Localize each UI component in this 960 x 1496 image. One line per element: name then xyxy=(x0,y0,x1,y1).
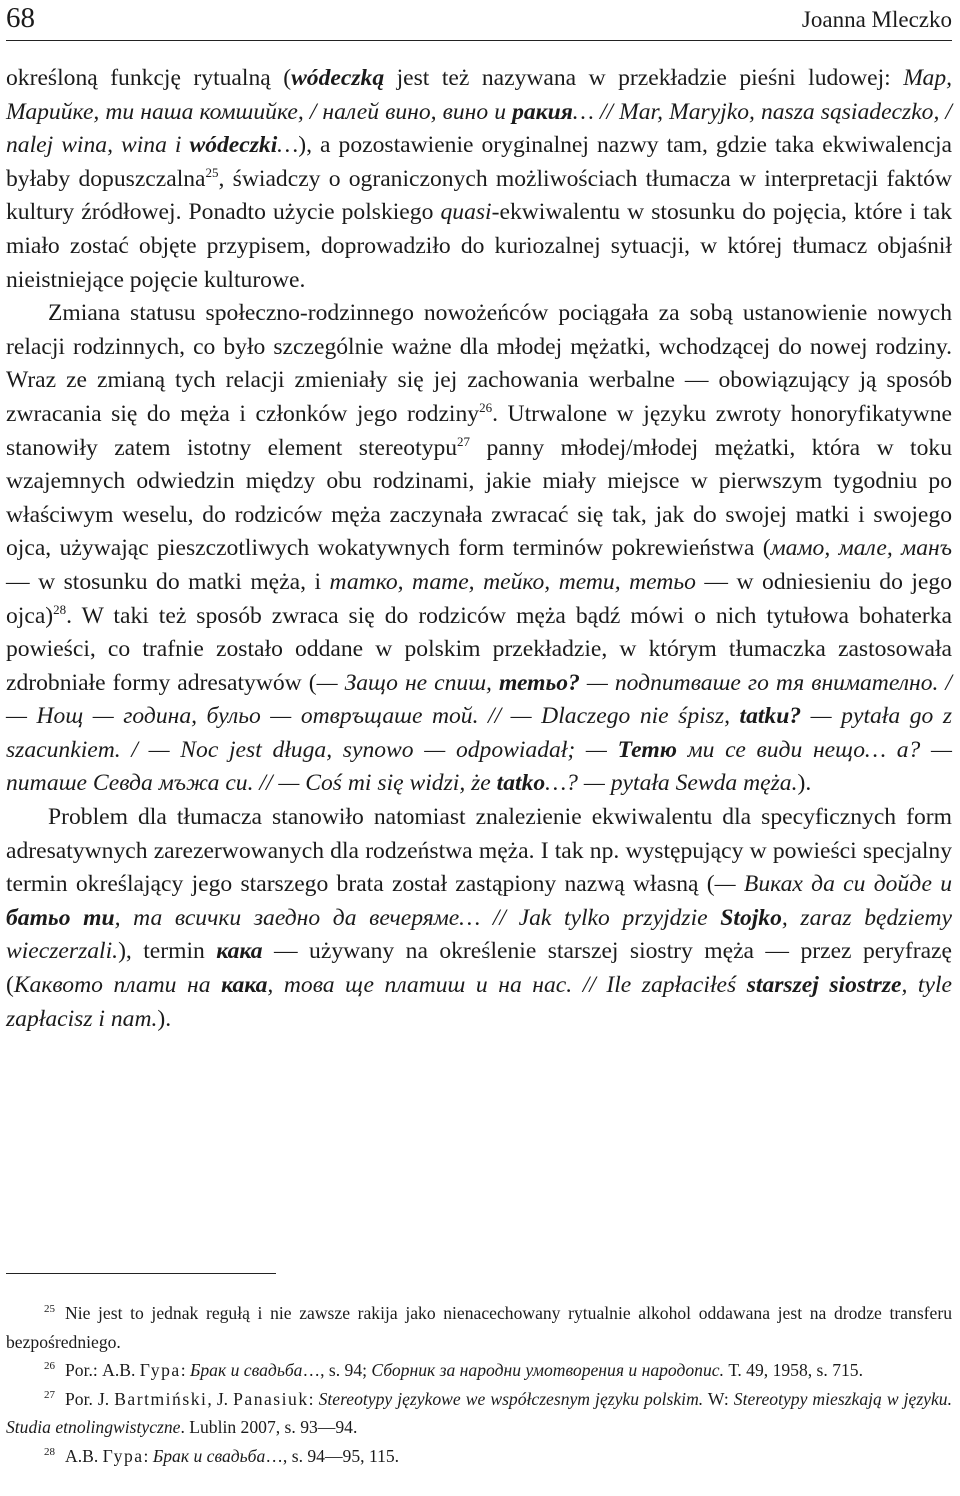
footnote-text xyxy=(6,1389,952,1438)
text-run: wódeczki xyxy=(189,132,278,159)
footnote-number: 25 xyxy=(44,1303,55,1315)
footnote xyxy=(6,1442,952,1471)
text-run: , świadczy o ograniczonych możliwościach tłumacza w interpretacji faktów kultury źródłowej. Ponadto użycie polskiego xyxy=(6,165,952,226)
paragraph-3 xyxy=(6,801,952,1036)
text-run: Problem dla tłumacza stanowiło natomiast znalezienie ekwiwalentu dla specyficznych form adresatywnych zarezerwowanych dla rodzeństwa męża. I tak np. występujący w powieści specjalny termin określający jego starszego brata został zastąpiony nazwą własną ( xyxy=(6,804,952,898)
text-run: Брак и свадьба xyxy=(152,1445,266,1466)
text-run: ракия xyxy=(512,98,573,125)
text-run: : xyxy=(143,1445,153,1466)
text-run: …, s. 94—95, 115. xyxy=(265,1445,400,1466)
footnote xyxy=(6,1385,952,1442)
text-run: , zaraz będziemy wieczerzali. xyxy=(6,904,952,965)
footnote-separator xyxy=(6,1273,276,1274)
text-run: татко, тате, тейко, тети, тетьо xyxy=(329,568,696,595)
text-run: Bartmiński xyxy=(114,1388,208,1409)
text-run: … xyxy=(277,132,299,159)
text-run: Stereotypy mieszkają w języku. Studia etnolingwistyczne xyxy=(6,1388,952,1437)
text-run: jest też nazywana w przekładzie pieśni ludowej: xyxy=(384,65,904,91)
text-run: wódeczką xyxy=(291,65,385,91)
text-run: : xyxy=(180,1360,190,1380)
footnote xyxy=(6,1356,952,1385)
text-run: …? — pytała Sewda męża. xyxy=(545,770,798,797)
footnote-number: 26 xyxy=(44,1360,55,1372)
running-head-author: Joanna Mleczko xyxy=(801,7,952,32)
page-header xyxy=(6,0,952,41)
paragraph-1 xyxy=(6,62,952,297)
text-run: Гура xyxy=(139,1360,181,1380)
text-run: ми се види нещо… а? — питаше Севда мъжа си. // — Coś mi się widzi, że xyxy=(6,736,952,797)
footnote-ref: 28 xyxy=(53,601,67,617)
text-run: Stojko xyxy=(720,904,782,931)
footnote-text xyxy=(6,1303,952,1352)
text-run: Por.: А.В. xyxy=(65,1360,140,1380)
text-run: …, s. 94; xyxy=(302,1360,372,1380)
text-run: tatku? xyxy=(739,703,802,730)
text-run: : xyxy=(308,1388,319,1409)
text-run: — подпитваше го тя внимателно. / — Нощ — година, бульо — отвръщаше той. // — Dlaczego nie śpisz, xyxy=(6,669,952,730)
text-run: Мар, Марийке, ти наша комшийке, / налей вино, вино и xyxy=(6,65,953,125)
main-text xyxy=(6,62,952,1036)
text-run: Panasiuk xyxy=(233,1388,309,1409)
text-run: батьо ти xyxy=(6,904,115,931)
text-run: tatko xyxy=(496,770,546,797)
text-run: Por. J. xyxy=(65,1388,115,1409)
text-run: , та всички заедно да вечеряме… // Jak tylko przyjdzie xyxy=(114,904,721,931)
text-run: . Utrwalone w języku zwroty honoryfikatywne stanowiły zatem istotny element stereotypu xyxy=(6,400,952,461)
text-run: Т. 49, 1958, s. 715. xyxy=(724,1360,863,1380)
text-run: А.В. xyxy=(65,1445,103,1466)
text-run: , J. xyxy=(207,1388,234,1409)
text-run: Каквото плати на xyxy=(13,972,222,999)
footnote-text xyxy=(65,1446,399,1466)
footnote-ref: 26 xyxy=(479,399,493,415)
text-run: — pytała go z szacunkiem. / — Noc jest długa, synowo — odpowiadał; — xyxy=(6,703,953,763)
text-run: Stereotypy językowe we współczesnym języku polskim. xyxy=(318,1388,704,1409)
text-run: . Lublin 2007, s. 93—94. xyxy=(180,1417,358,1437)
page-number: 68 xyxy=(6,2,35,34)
text-run: — w stosunku do matki męża, i xyxy=(6,568,330,595)
text-run: ), a pozostawienie oryginalnej nazwy tam, gdzie taka ekwiwalencja byłaby dopuszczalna xyxy=(6,132,952,192)
footnote-number: 27 xyxy=(44,1388,55,1401)
footnotes xyxy=(6,1299,952,1470)
text-run: , това ще платиш и на нас. // Ile zapłaciłeś xyxy=(267,972,747,999)
text-run: starszej siostrze xyxy=(746,972,902,999)
text-run: — używany na określenie starszej siostry męża — przez peryfrazę ( xyxy=(6,938,952,999)
text-run: panny młodej/młodej mężatki, która w toku wzajemnych odwiedzin między obu rodzinami, jakie miały miejsce w pierwszym tygodniu po właściwym weselu, do rodziców męża zaczynała zwracać się tak, jak do swojej matki i swojego ojca, używając pieszczotliwych wokatywnych form terminów pokrewieństwa ( xyxy=(6,434,953,562)
text-run: Тетю xyxy=(617,736,677,763)
footnote-text xyxy=(65,1360,863,1380)
text-run: ). xyxy=(157,1005,172,1032)
text-run: określoną funkcję rytualną ( xyxy=(6,65,292,91)
text-run: — w odniesieniu do jego ojca) xyxy=(6,568,952,629)
text-run: тетьо? xyxy=(498,669,580,696)
footnote-ref: 27 xyxy=(457,433,471,449)
text-run: ). xyxy=(797,770,812,797)
text-run: ), termin xyxy=(118,938,217,965)
text-run: — Виках да си дойде и xyxy=(714,871,953,898)
text-run: -ekwiwalentu w stosunku do pojęcia, które i tak miało zostać objęte przypisem, doprowadziło do kuriozalnej sytuacji, w której tłumacz objaśnił nieistniejące pojęcie kulturowe. xyxy=(6,199,953,293)
text-run: Nie jest to jednak regułą i nie zawsze rakija jako nienacechowany rytualnie alkohol oddawana jest na drodze transferu bezpośredniego. xyxy=(6,1303,952,1352)
text-run: Гура xyxy=(102,1445,144,1466)
text-run: Zmiana statusu społeczno-rodzinnego nowożeńców pociągała za sobą ustanowienie nowych relacji rodzinnych, co było szczególnie ważne dla młodej mężatki, wchodzącej do nowej rodziny. Wraz ze zmianą tych relacji zmieniały się jej zachowania werbalne — obowiązujący ją sposób zwracania się do męża i członków jego rodziny xyxy=(6,300,952,427)
text-run: W: xyxy=(703,1388,734,1409)
text-run: кака xyxy=(216,938,263,965)
text-run: . W taki też sposób zwraca się do rodziców męża bądź mówi o nich tytułowa bohaterka powieści, co trafnie zostało oddane w polskim przekładzie, w którym tłumaczka zastosowała zdrobniałe formy adresatywów ( xyxy=(6,602,952,696)
text-run: кака xyxy=(221,972,268,999)
text-run: — Защо не спиш, xyxy=(316,669,499,696)
paragraph-2 xyxy=(6,297,952,801)
text-run: … // Mar, Maryjko, nasza sąsiadeczko, / nalej wina, wina i xyxy=(6,98,952,159)
footnote-ref: 25 xyxy=(205,164,219,180)
text-run: мамо, мале, манъ xyxy=(770,535,952,562)
text-run: quasi xyxy=(440,199,492,226)
footnote-number: 28 xyxy=(44,1445,55,1458)
text-run: Брак и свадьба xyxy=(190,1360,303,1380)
text-run: Сборник за народни умотворения и народопис. xyxy=(371,1360,724,1380)
text-run: , tyle zapłacisz i nam. xyxy=(6,972,952,1032)
footnote xyxy=(6,1299,952,1356)
